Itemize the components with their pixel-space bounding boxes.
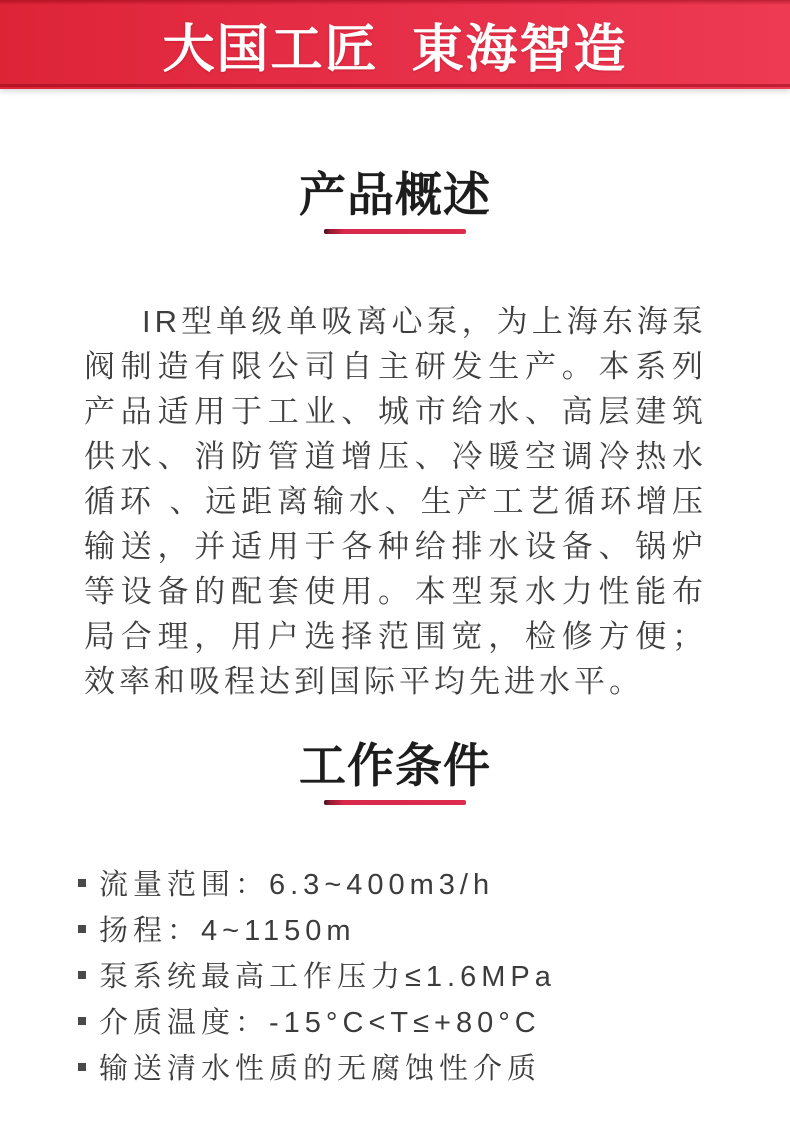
overview-heading: 产品概述 [299, 168, 491, 221]
bullet-dot-icon [78, 1017, 86, 1025]
overview-paragraph-line: 效率和吸程达到国际平均先进水平。 [84, 664, 644, 699]
list-item [78, 859, 730, 905]
bullet-dot-icon [78, 879, 86, 887]
overview-paragraph-line: 循环 、远距离输水、生产工艺循环增压 [84, 484, 707, 519]
list-item [78, 997, 730, 1043]
overview-paragraph-line: 局合理，用户选择范围宽，检修方便； [84, 619, 707, 654]
list-item [78, 951, 730, 997]
list-item-text: 扬程：4~1150m [99, 914, 356, 947]
overview-section [0, 168, 790, 704]
overview-paragraph-line: 输送，并适用于各种给排水设备、锅炉 [84, 529, 707, 564]
list-item-text: 介质温度：-15°C<T≤+80°C [99, 1006, 541, 1039]
overview-heading-underline [324, 229, 466, 234]
working-conditions-heading-underline [324, 800, 466, 805]
overview-paragraph-line: 产品适用于工业、城市给水、高层建筑 [84, 394, 707, 429]
list-item [78, 1043, 730, 1089]
overview-paragraph-line: IR型单级单吸离心泵，为上海东海泵 [142, 304, 707, 339]
top-banner [0, 0, 790, 89]
banner-title: 大国工匠 東海智造 [162, 21, 628, 79]
bullet-dot-icon [78, 1063, 86, 1071]
working-conditions-section [0, 739, 790, 1089]
bullet-dot-icon [78, 925, 86, 933]
overview-paragraph-line: 阀制造有限公司自主研发生产。本系列 [84, 349, 707, 384]
list-item [78, 905, 730, 951]
list-item-text: 泵系统最高工作压力≤1.6MPa [99, 960, 556, 993]
working-conditions-heading: 工作条件 [299, 739, 491, 792]
overview-paragraph-line: 供水、消防管道增压、冷暖空调冷热水 [84, 439, 707, 474]
list-item-text: 输送清水性质的无腐蚀性介质 [99, 1052, 542, 1085]
overview-paragraph [84, 299, 707, 704]
bullet-dot-icon [78, 971, 86, 979]
working-conditions-list [78, 859, 730, 1089]
list-item-text: 流量范围：6.3~400m3/h [99, 868, 495, 901]
overview-paragraph-line: 等设备的配套使用。本型泵水力性能布 [84, 574, 707, 609]
